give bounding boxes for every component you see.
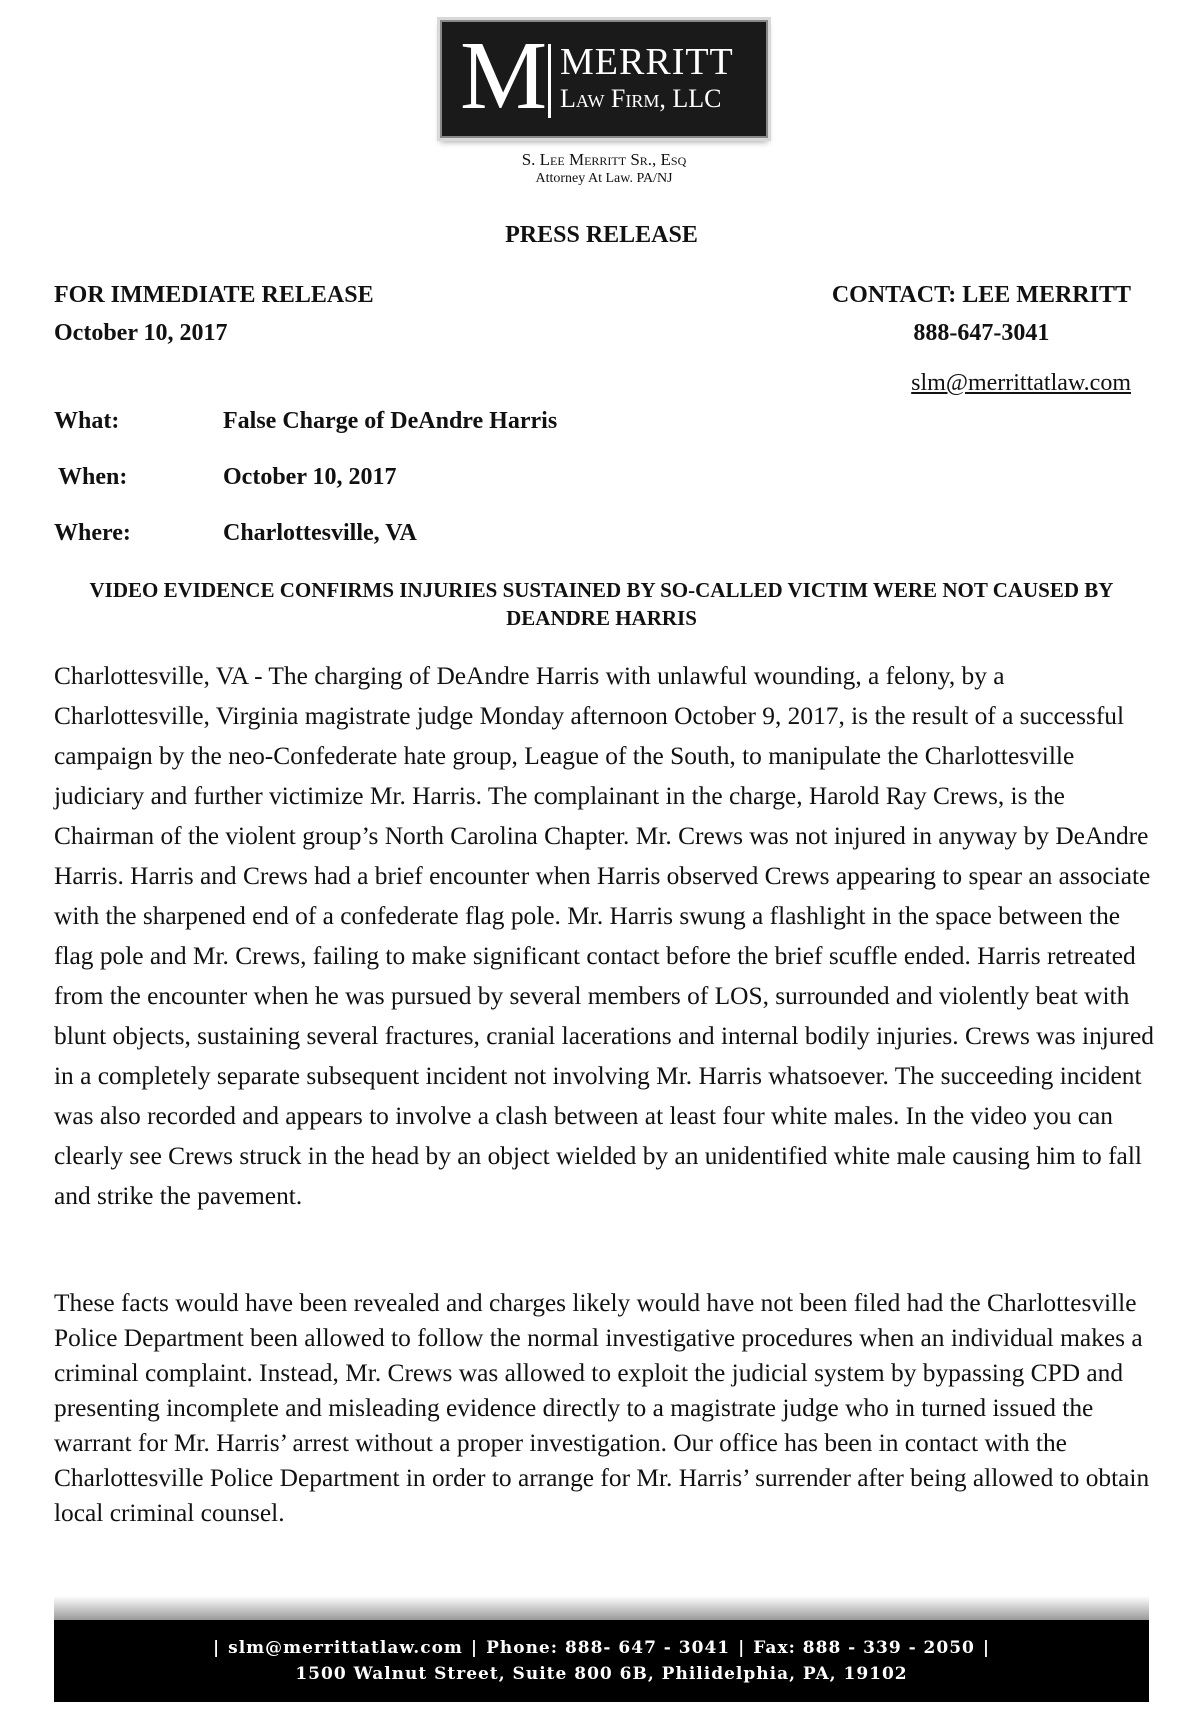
release-date: October 10, 2017 bbox=[54, 320, 228, 346]
footer-contact-row bbox=[54, 1638, 1149, 1658]
footer-separator: | bbox=[212, 1638, 221, 1658]
attorney-block bbox=[440, 150, 768, 187]
attorney-title: Attorney At Law. PA/NJ bbox=[535, 171, 673, 186]
release-label: FOR IMMEDIATE RELEASE bbox=[54, 282, 374, 308]
logo-letter: M bbox=[460, 22, 548, 130]
attorney-name: S. Lee Merritt Sr., Esq bbox=[521, 150, 687, 169]
when-label: When: bbox=[58, 464, 128, 490]
footer-address: 1500 Walnut Street, Suite 800 6B, Philidelphia, PA, 19102 bbox=[295, 1664, 908, 1684]
body-paragraph-1: Charlottesville, VA - The charging of DeAndre Harris with unlawful wounding, a felony, by a Charlottesville, Virginia magistrate judge Monday afternoon October 9, 2017, is the result of a successful campaign by the neo-Confederate hate group, League of the South, to manipulate the Charlottesville judiciary and further victimize Mr. Harris. The complainant in the charge, Harold Ray Crews, is the Chairman of the violent group’s North Carolina Chapter. Mr. Crews was not injured in anyway by DeAndre Harris. Harris and Crews had a brief encounter when Harris observed Crews appearing to spear an associate with the sharpened end of a confederate flag pole. Mr. Harris swung a flashlight in the space between the flag pole and Mr. Crews, failing to make significant contact before the brief scuffle ended. Harris retreated from the encounter when he was pursued by several members of LOS, surrounded and violently beat with blunt objects, sustaining several fractures, cranial lacerations and internal bodily injuries. Crews was injured in a completely separate subsequent incident not involving Mr. Harris whatsoever. The succeeding incident was also recorded and appears to involve a clash between at least four white males. In the video you can clearly see Crews struck in the head by an object wielded by an unidentified white male causing him to fall and strike the pavement. bbox=[54, 662, 1154, 1210]
headline: VIDEO EVIDENCE CONFIRMS INJURIES SUSTAINED BY SO-CALLED VICTIM WERE NOT CAUSED BY DEANDRE HARRIS bbox=[89, 578, 1114, 630]
footer-separator: | bbox=[738, 1638, 746, 1658]
contact-email-link[interactable]: slm@merrittatlaw.com bbox=[911, 370, 1131, 396]
release-block bbox=[54, 276, 374, 352]
what-label: What: bbox=[54, 408, 120, 434]
footer-gradient bbox=[54, 1596, 1149, 1620]
logo-divider bbox=[548, 44, 551, 118]
body-paragraph-2: These facts would have been revealed and charges likely would have not been filed had the Charlottesville Police Department been allowed to follow the normal investigative procedures when an individual makes a criminal complaint. Instead, Mr. Crews was allowed to exploit the judicial system by bypassing CPD and presenting incomplete and misleading evidence directly to a magistrate judge who in turned issued the warrant for Mr. Harris’ arrest without a proper investigation. Our office has been in contact with the Charlottesville Police Department in order to arrange for Mr. Harris’ surrender after being allowed to obtain local criminal counsel. bbox=[54, 1289, 1150, 1527]
footer-separator: | bbox=[470, 1638, 479, 1658]
firm-logo bbox=[440, 20, 768, 138]
contact-label: CONTACT: LEE MERRITT bbox=[831, 282, 1131, 308]
footer-email[interactable]: slm@merrittatlaw.com bbox=[228, 1638, 463, 1658]
when-value: October 10, 2017 bbox=[223, 464, 397, 490]
what-value: False Charge of DeAndre Harris bbox=[223, 408, 558, 434]
press-release-title: PRESS RELEASE bbox=[505, 222, 698, 248]
where-value: Charlottesville, VA bbox=[223, 520, 417, 546]
footer-fax: Fax: 888 - 339 - 2050 bbox=[753, 1638, 975, 1658]
footer-phone: Phone: 888- 647 - 3041 bbox=[486, 1638, 731, 1658]
footer-bar bbox=[54, 1620, 1149, 1702]
contact-block bbox=[832, 276, 1131, 352]
footer-separator: | bbox=[982, 1638, 991, 1658]
where-label: Where: bbox=[54, 520, 131, 546]
logo-name-line2: Law Firm, LLC bbox=[560, 84, 722, 113]
logo-name-line1: MERRITT bbox=[560, 41, 734, 83]
contact-phone: 888-647-3041 bbox=[913, 320, 1050, 346]
